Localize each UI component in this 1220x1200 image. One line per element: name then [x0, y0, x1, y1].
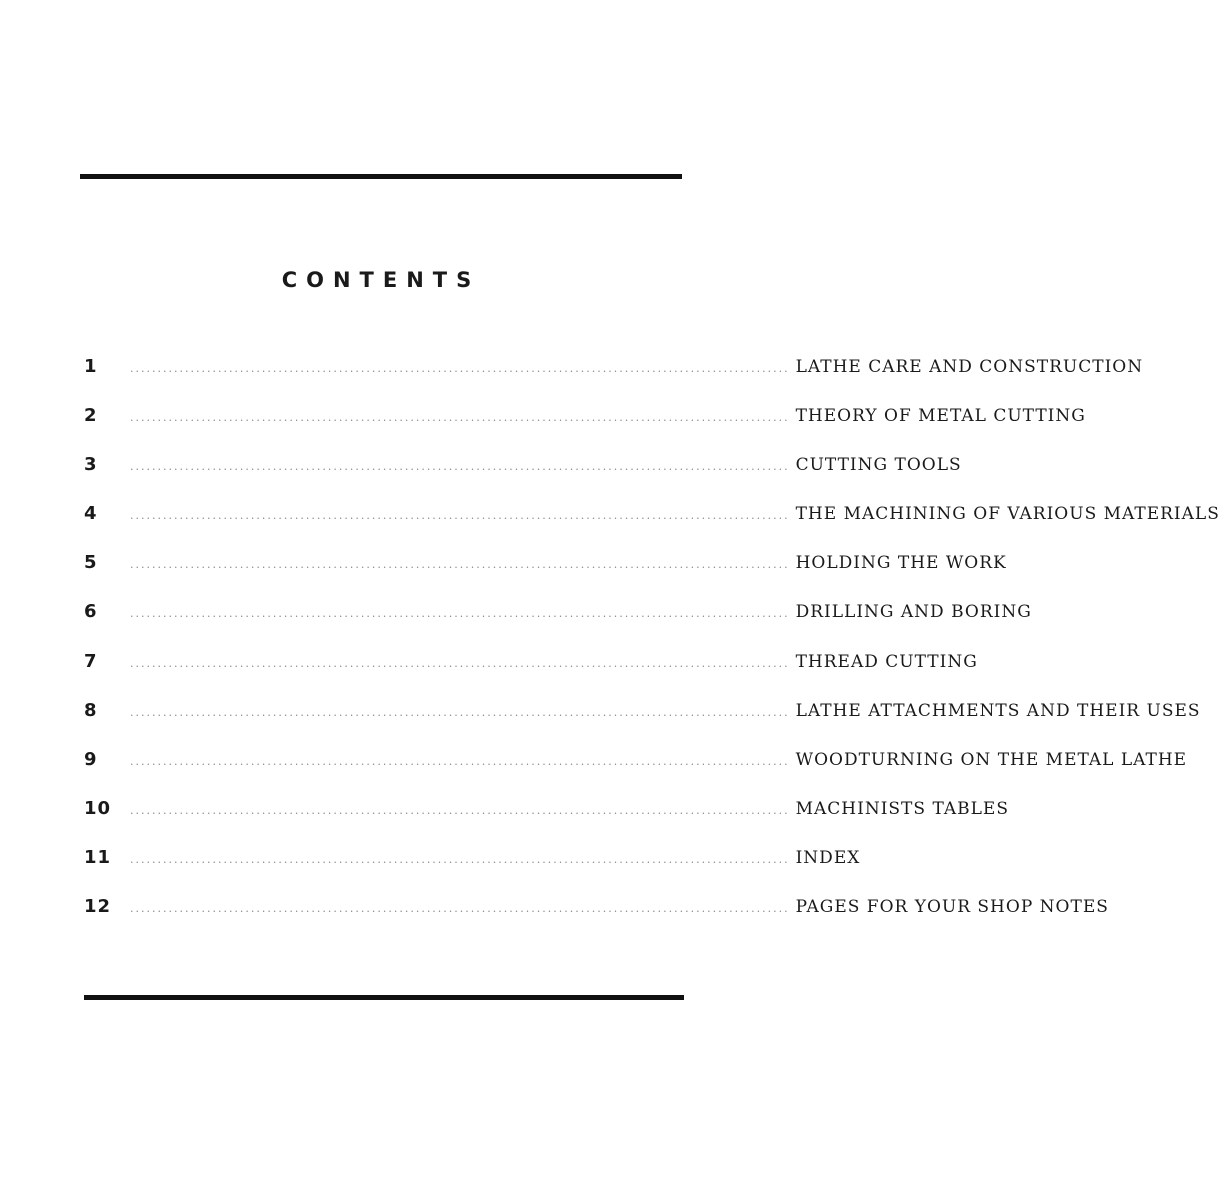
chapter-title: THEORY OF METAL CUTTING [795, 406, 1086, 427]
chapter-title: WOODTURNING ON THE METAL LATHE [795, 749, 1188, 770]
dot-leader: ........................................................................................................................ [130, 902, 790, 916]
dot-leader: ........................................................................................................................ [130, 852, 790, 866]
dot-leader: ........................................................................................................................ [130, 411, 790, 425]
dot-leader: ........................................................................................................................ [130, 509, 790, 523]
chapter-title: PAGES FOR YOUR SHOP NOTES [795, 897, 1109, 918]
chapter-title: INDEX [795, 847, 861, 868]
toc-entry [84, 356, 1144, 405]
toc-entry [84, 896, 1109, 945]
bottom-rule [84, 995, 684, 1000]
dot-leader: ........................................................................................................................ [130, 558, 790, 572]
chapter-title: HOLDING THE WORK [795, 553, 1007, 574]
chapter-title: LATHE CARE AND CONSTRUCTION [795, 357, 1144, 377]
toc-entry [84, 846, 861, 896]
toc-entry [84, 601, 1032, 650]
toc-entry [84, 552, 1007, 601]
chapter-title: THE MACHINING OF VARIOUS MATERIALS [795, 504, 1220, 525]
toc-entry [84, 503, 1220, 552]
chapter-number: 1 [84, 356, 98, 377]
dot-leader: ........................................................................................................................ [130, 656, 790, 670]
top-rule [80, 174, 682, 179]
toc-entry [84, 650, 978, 700]
toc-entry [84, 797, 1009, 847]
chapter-number: 8 [84, 699, 98, 721]
chapter-title: MACHINISTS TABLES [795, 798, 1009, 819]
dot-leader: ........................................................................................................................ [130, 460, 790, 474]
contents-heading: CONTENTS [281, 268, 481, 292]
chapter-title: DRILLING AND BORING [795, 602, 1032, 623]
chapter-number: 12 [84, 896, 112, 918]
chapter-title: LATHE ATTACHMENTS AND THEIR USES [795, 700, 1201, 721]
toc-entry [84, 405, 1086, 454]
chapter-number: 2 [84, 405, 98, 427]
dot-leader: ........................................................................................................................ [130, 754, 790, 768]
dot-leader: ........................................................................................................................ [130, 362, 790, 375]
chapter-number: 11 [84, 846, 112, 868]
toc-entry [84, 699, 1201, 749]
dot-leader: ........................................................................................................................ [130, 803, 790, 817]
dot-leader: ........................................................................................................................ [130, 705, 790, 719]
chapter-title: CUTTING TOOLS [795, 455, 962, 476]
toc-entry [84, 748, 1188, 798]
chapter-number: 7 [84, 650, 98, 672]
chapter-title: THREAD CUTTING [795, 651, 978, 672]
table-of-contents [84, 356, 1220, 945]
chapter-number: 5 [84, 552, 98, 574]
chapter-number: 3 [84, 454, 98, 476]
chapter-number: 9 [84, 748, 98, 770]
chapter-number: 4 [84, 503, 98, 525]
chapter-number: 10 [84, 797, 112, 819]
toc-entry [84, 454, 962, 503]
dot-leader: ........................................................................................................................ [130, 607, 790, 621]
chapter-number: 6 [84, 601, 98, 623]
